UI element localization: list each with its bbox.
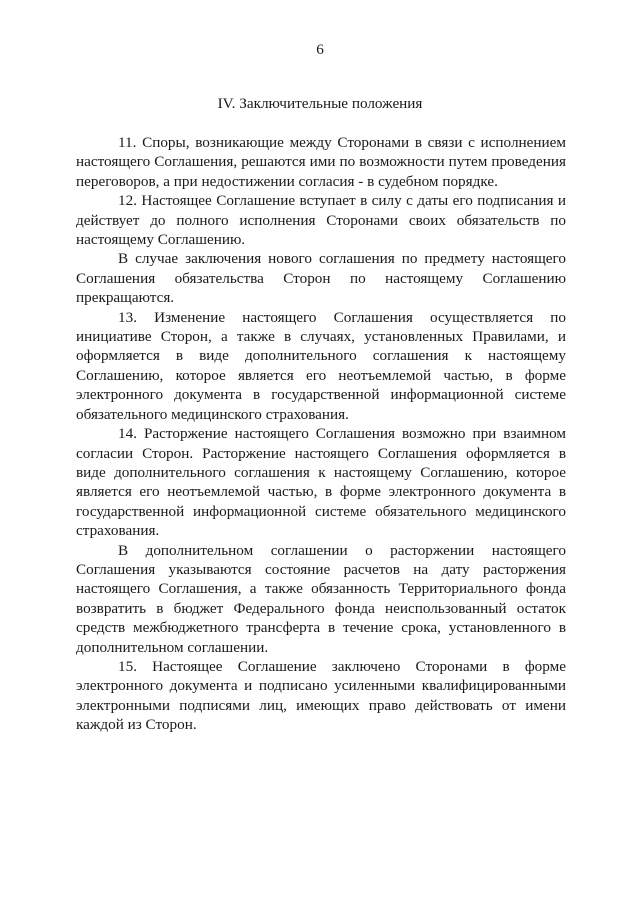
paragraph-13-amendment: 13. Изменение настоящего Соглашения осуществляется по инициативе Сторон, а также в случаях, установленных Правилами, и оформляется в виде дополнительного соглашения к настоящему Соглашению, которое является его неотъемлемой частью, в форме электронного документа в государственной информационной системе обязательного медицинского страхования. xyxy=(76,308,566,423)
paragraph-12-entry-into-force: 12. Настоящее Соглашение вступает в силу с даты его подписания и действует до полного исполнения Сторонами своих обязательств по настоящему Соглашению. xyxy=(76,192,566,249)
paragraph-termination-details: В дополнительном соглашении о расторжении настоящего Соглашения указываются состояние расчетов на дату расторжения настоящего Соглашения, а также обязанность Территориального фонда возвратить в бюджет Федерального фонда неиспользованный остаток средств межбюджетного трансферта в течение срока, установленного в дополнительном соглашении. xyxy=(76,541,566,656)
paragraph-14-termination: 14. Расторжение настоящего Соглашения возможно при взаимном согласии Сторон. Расторжение настоящего Соглашения оформляется в виде дополнительного соглашения к настоящему Соглашению, которое является его неотъемлемой частью, в форме электронного документа в государственной информационной системе обязательного медицинского страхования. xyxy=(76,425,566,540)
paragraph-new-agreement: В случае заключения нового соглашения по предмету настоящего Соглашения обязательства Сторон по настоящему Соглашению прекращаются. xyxy=(76,250,566,307)
section-title: IV. Заключительные положения xyxy=(217,95,423,112)
document-body xyxy=(76,133,566,735)
paragraph-15-conclusion: 15. Настоящее Соглашение заключено Сторонами в форме электронного документа и подписано усиленными квалифицированными электронными подписями лиц, имеющих право действовать от имени каждой из Сторон. xyxy=(76,657,566,734)
paragraph-11-disputes: 11. Споры, возникающие между Сторонами в связи с исполнением настоящего Соглашения, решаются ими по возможности путем проведения переговоров, а при недостижении согласия - в судебном порядке. xyxy=(76,134,566,190)
page-number: 6 xyxy=(316,41,324,58)
